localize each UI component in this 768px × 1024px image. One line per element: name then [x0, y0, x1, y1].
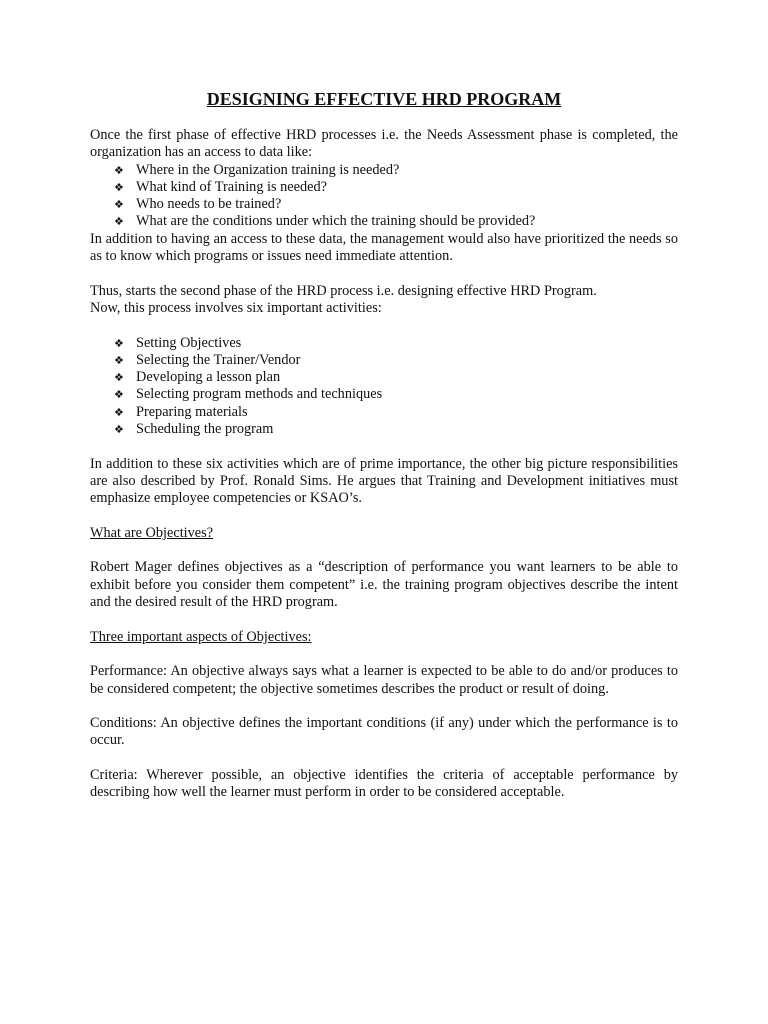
list-item: ❖ Selecting the Trainer/Vendor: [114, 351, 301, 368]
diamond-bullet-icon: ❖: [114, 353, 124, 367]
performance-paragraph: Performance: An objective always says what a learner is expected to be able to do and/or produces to be considered competent; the objective sometimes describes the product or result of doing.: [90, 663, 678, 697]
diamond-bullet-icon: ❖: [114, 215, 124, 229]
list-item: ❖ Scheduling the program: [114, 421, 274, 438]
diamond-bullet-icon: ❖: [114, 336, 124, 350]
aspects-heading: Three important aspects of Objectives:: [90, 628, 312, 645]
list-item: ❖ Developing a lesson plan: [114, 369, 281, 386]
mager-paragraph: Robert Mager defines objectives as a “description of performance you want learners to be able to exhibit before you consider them competent” i.e. the training program objectives describe the intent and the desired result of the HRD program.: [90, 559, 678, 611]
big-picture-paragraph: In addition to these six activities which are of prime importance, the other big picture responsibilities are also described by Prof. Ronald Sims. He argues that Training and Development initiatives must emphasize employee competencies or KSAO’s.: [90, 455, 678, 507]
diamond-bullet-icon: ❖: [114, 371, 124, 385]
diamond-bullet-icon: ❖: [114, 423, 124, 437]
intro-paragraph: Once the first phase of effective HRD processes i.e. the Needs Assessment phase is completed, the organization has an access to data like:: [90, 127, 678, 161]
list-item: ❖ Where in the Organization training is needed?: [114, 161, 400, 178]
diamond-bullet-icon: ❖: [114, 388, 124, 402]
list-item: ❖ Selecting program methods and techniques: [114, 386, 383, 403]
conditions-paragraph: Conditions: An objective defines the important conditions (if any) under which the performance is to occur.: [90, 715, 678, 749]
criteria-paragraph: Criteria: Wherever possible, an objective identifies the criteria of acceptable performance by describing how well the learner must perform in order to be considered acceptable.: [90, 766, 678, 801]
objectives-heading: What are Objectives?: [90, 524, 214, 541]
list-item: ❖ Preparing materials: [114, 403, 248, 420]
second-phase-line-1: Thus, starts the second phase of the HRD process i.e. designing effective HRD Program.: [90, 282, 597, 299]
document-page: [90, 88, 678, 802]
list-item: ❖ Who needs to be trained?: [114, 196, 282, 213]
diamond-bullet-icon: ❖: [114, 163, 124, 177]
second-phase-line-2: Now, this process involves six important activities:: [90, 299, 382, 316]
diamond-bullet-icon: ❖: [114, 405, 124, 419]
list-item: ❖ Setting Objectives: [114, 334, 242, 351]
diamond-bullet-icon: ❖: [114, 198, 124, 212]
prioritized-paragraph: In addition to having an access to these data, the management would also have prioritized the needs so as to know which programs or issues need immediate attention.: [90, 230, 678, 265]
data-questions-list: [90, 162, 678, 231]
list-item: ❖ What kind of Training is needed?: [114, 178, 327, 195]
activities-list: [90, 335, 678, 439]
list-item: ❖ What are the conditions under which the training should be provided?: [114, 213, 536, 230]
page-title: DESIGNING EFFECTIVE HRD PROGRAM: [206, 89, 562, 109]
diamond-bullet-icon: ❖: [114, 180, 124, 194]
